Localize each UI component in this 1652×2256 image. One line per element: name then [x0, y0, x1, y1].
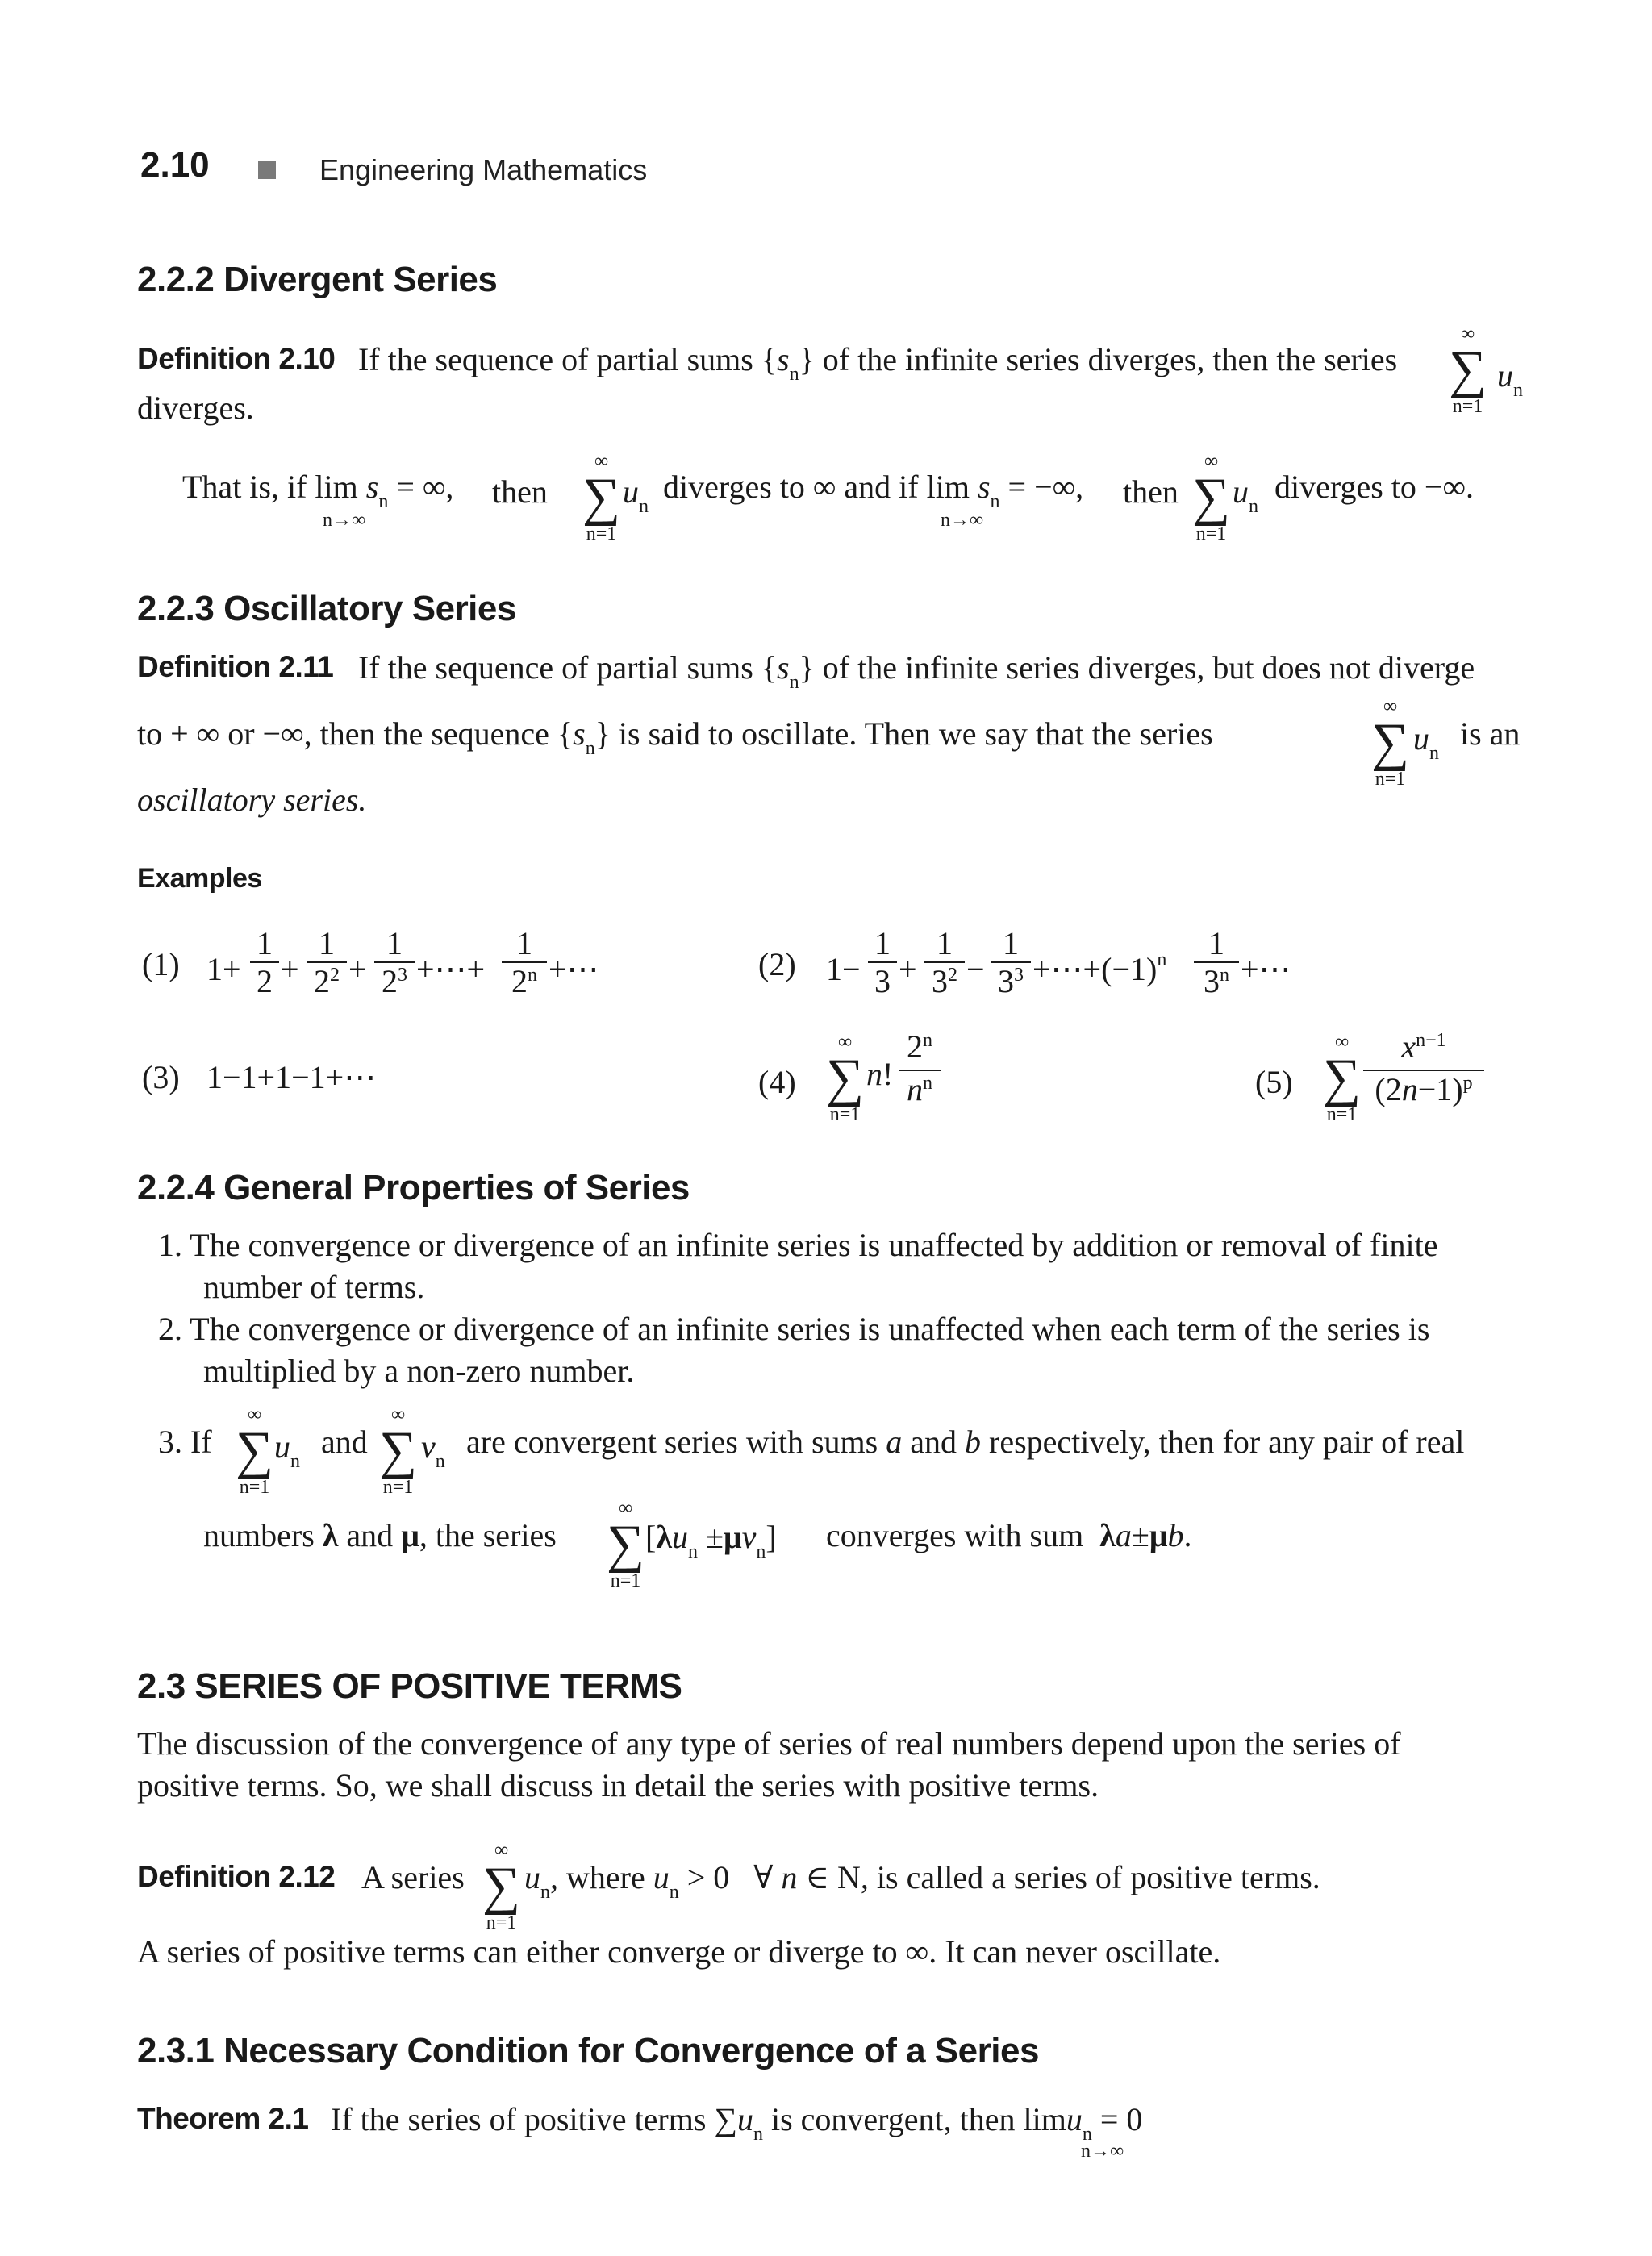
limit-subscript: n→∞: [941, 510, 984, 531]
sum-symbol: ∞ ∑ n=1: [1323, 1032, 1362, 1125]
sum-symbol: ∞ ∑ n=1: [482, 1840, 521, 1933]
fraction: $\frac{1}{3}$: [868, 926, 897, 1000]
diverges-to-infinity-text: diverges to ∞ and if $\lim s_n$ = −∞,: [663, 469, 1084, 512]
sum-symbol: ∞ ∑ n=1: [582, 451, 621, 544]
example-4-label: (4): [758, 1064, 796, 1100]
definition-2-12-text: $u_n$, where $u_n > 0$ ∀ n ∈ N, is called a series of positive terms.: [524, 1859, 1320, 1903]
sum-symbol: ∞ ∑ n=1: [379, 1404, 418, 1498]
fraction: $\frac{1}{2}$: [250, 926, 279, 1000]
property-1-line1: 1. The convergence or divergence of an infinite series is unaffected by addition or removal of finite: [158, 1227, 1438, 1263]
term-u-n: $u_n$: [1413, 720, 1439, 764]
square-bullet-icon: [258, 161, 276, 179]
section-2-3-para-line2: positive terms. So, we shall discuss in detail the series with positive terms.: [137, 1767, 1099, 1804]
positive-series-note: A series of positive terms can either converge or diverge to ∞. It can never oscillate.: [137, 1933, 1221, 1970]
running-title: Engineering Mathematics: [319, 153, 648, 186]
term-u-n: $u_n$: [274, 1428, 300, 1472]
ellipsis-expr: +⋯: [549, 951, 599, 987]
ellipsis-expr: $+\cdots+(-1)^n$: [1032, 949, 1167, 987]
examples-heading: Examples: [137, 863, 262, 894]
example-1-label: (1): [142, 946, 180, 982]
n-factorial: n!: [866, 1056, 894, 1092]
plus-sign: +: [348, 951, 367, 987]
linear-combination-term: $[\lambda u_n \pm\mu v_n]$: [645, 1519, 777, 1562]
fraction: $\frac{1}{3^2}$: [924, 926, 965, 1005]
fraction: $\frac{x^{n-1}}{(2n-1)^p}$: [1363, 1029, 1484, 1113]
minus-sign: −: [966, 951, 985, 987]
plus-sign: +: [281, 951, 299, 987]
then-text: then: [1123, 473, 1179, 510]
ellipsis-expr: +⋯: [1241, 951, 1291, 987]
theorem-2-1-text: If the series of positive terms $\sum u_n$ is convergent, then limu$_n$ = 0: [331, 2101, 1143, 2145]
property-1-line2: number of terms.: [203, 1269, 425, 1305]
and-text: and: [321, 1424, 368, 1460]
fraction: $\frac{1}{3^3}$: [991, 926, 1031, 1005]
definition-2-12-prefix: A series: [361, 1859, 465, 1895]
term-v-n: $v_n$: [421, 1428, 445, 1472]
sum-symbol: ∞ ∑ n=1: [826, 1032, 865, 1125]
definition-2-11-line2: to + ∞ or −∞, then the sequence $\{s_n\}$ is said to oscillate. Then we say that the series: [137, 715, 1213, 759]
term-u-n: $u_n$: [623, 473, 649, 517]
sum-symbol: ∞ ∑ n=1: [1449, 323, 1487, 417]
example-1-expr: 1+: [206, 951, 241, 987]
sum-symbol: ∞ ∑ n=1: [236, 1404, 274, 1498]
property-3-text: are convergent series with sums a and b respectively, then for any pair of real: [466, 1424, 1465, 1460]
fraction: $\frac{1}{3^n}$: [1194, 926, 1239, 1005]
property-2-line1: 2. The convergence or divergence of an infinite series is unaffected when each term of the series is: [158, 1311, 1430, 1347]
property-3-prefix: 3. If: [158, 1424, 212, 1460]
plus-sign: +: [899, 951, 917, 987]
definition-2-10-text: If the sequence of partial sums $\{s_n\}$ of the infinite series diverges, then the series: [358, 341, 1398, 385]
definition-label: Definition 2.12: [137, 1860, 336, 1893]
oscillatory-series-term: oscillatory series.: [137, 782, 367, 818]
fraction: $\frac{1}{2^3}$: [374, 926, 415, 1005]
fraction: $\frac{1}{2^2}$: [307, 926, 347, 1005]
section-heading-2-2-4: 2.2.4 General Properties of Series: [137, 1168, 690, 1207]
then-text: then: [492, 473, 548, 510]
property-2-line2: multiplied by a non-zero number.: [203, 1353, 635, 1389]
sum-symbol: ∞ ∑ n=1: [1192, 451, 1231, 544]
limit-subscript: n→∞: [323, 510, 366, 531]
section-heading-2-2-2: 2.2.2 Divergent Series: [137, 260, 498, 299]
definition-label: Definition 2.11: [137, 650, 334, 683]
example-3-expr: 1−1+1−1+⋯: [206, 1059, 377, 1095]
term-u-n: $u_n$: [1497, 357, 1523, 401]
term-u-n: $u_n$: [1233, 473, 1258, 517]
page-number: 2.10: [140, 145, 210, 185]
sum-symbol: ∞ ∑ n=1: [1371, 696, 1410, 790]
is-an-text: is an: [1460, 715, 1521, 752]
section-2-3-para-line1: The discussion of the convergence of any type of series of real numbers depend upon the series of: [137, 1725, 1401, 1762]
property-3-line2-end: converges with sum λa±μb.: [826, 1517, 1192, 1553]
example-2-expr: 1−: [826, 951, 861, 987]
section-heading-2-2-3: 2.2.3 Oscillatory Series: [137, 589, 516, 628]
fraction: $\frac{1}{2^n}$: [502, 926, 547, 1005]
sum-symbol: ∞ ∑ n=1: [607, 1498, 645, 1591]
definition-label: Definition 2.10: [137, 342, 336, 375]
diverges-to-neg-infinity-text: diverges to −∞.: [1274, 469, 1474, 505]
ellipsis-expr: +⋯+: [416, 951, 486, 987]
section-heading-2-3: 2.3 SERIES OF POSITIVE TERMS: [137, 1666, 682, 1706]
definition-2-11-line1: If the sequence of partial sums $\{s_n\}$ of the infinite series diverges, but does not diverge: [358, 649, 1475, 693]
fraction: $\frac{2^n}{n^n}$: [899, 1029, 941, 1113]
example-2-label: (2): [758, 946, 796, 982]
theorem-label: Theorem 2.1: [137, 2102, 309, 2135]
limit-subscript: n→∞: [1081, 2141, 1124, 2162]
example-3-label: (3): [142, 1059, 180, 1095]
example-5-label: (5): [1255, 1064, 1293, 1100]
definition-text-diverges: diverges.: [137, 390, 254, 426]
limit-statement: That is, if $\lim s_n$ = ∞,: [182, 469, 454, 512]
property-3-line2: numbers λ and μ, the series: [203, 1517, 557, 1553]
section-heading-2-3-1: 2.3.1 Necessary Condition for Convergence of a Series: [137, 2031, 1039, 2070]
